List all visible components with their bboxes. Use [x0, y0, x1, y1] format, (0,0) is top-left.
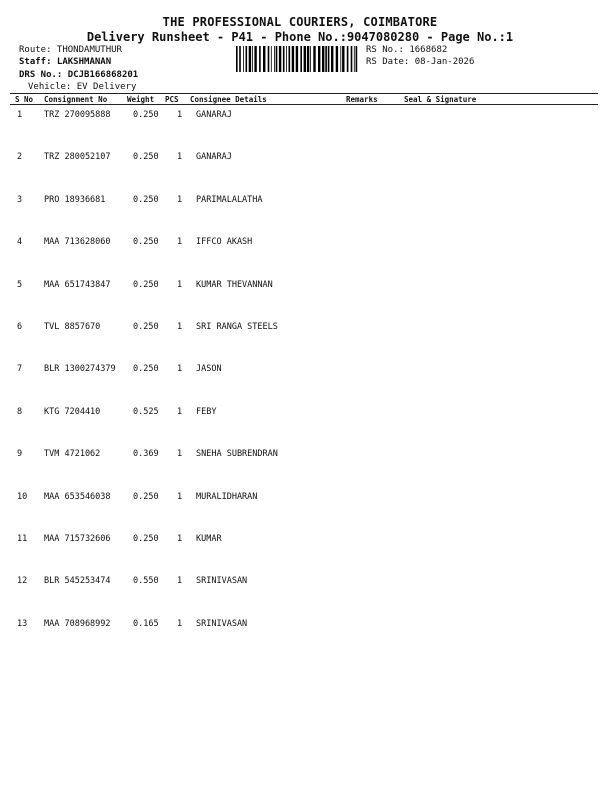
cell-sno: 11 [17, 534, 28, 544]
cell-sno: 13 [17, 618, 28, 629]
cell-consignee: IFFCO AKASH [196, 237, 253, 248]
cell-sno: 1 [17, 110, 23, 120]
cell-pcs: 1 [177, 322, 183, 332]
cell-sno: 3 [17, 194, 23, 205]
cell-sno: 8 [17, 406, 23, 417]
header-bottom-rule [10, 104, 598, 105]
cell-consignee: MURALIDHARAN [196, 491, 258, 502]
cell-pcs: 1 [177, 534, 183, 544]
cell-weight: 0.250 [133, 322, 159, 332]
col-consignment: Consignment No [44, 95, 108, 104]
cell-sno: 9 [17, 449, 23, 460]
cell-consignment: BLR 1300274379 [44, 364, 116, 375]
cell-pcs: 1 [177, 618, 183, 629]
cell-weight: 0.250 [133, 110, 159, 120]
cell-consignee: KUMAR [196, 534, 222, 544]
runsheet-title: Delivery Runsheet - P41 - Phone No.:9047080280 - Page No.:1 [86, 30, 514, 44]
route-label: Route: THONDAMUTHUR [19, 45, 122, 55]
cell-consignee: FEBY [196, 406, 217, 417]
cell-consignee: GANARAJ [196, 152, 232, 163]
cell-pcs: 1 [177, 194, 183, 205]
barcode-icon [235, 46, 360, 72]
drs-number: DRS No.: DCJB166868201 [19, 70, 139, 80]
cell-weight: 0.250 [133, 364, 159, 375]
cell-pcs: 1 [177, 406, 183, 417]
cell-weight: 0.250 [133, 534, 159, 544]
cell-weight: 0.165 [133, 618, 159, 629]
cell-consignment: MAA 713628060 [44, 237, 111, 248]
cell-sno: 6 [17, 322, 23, 332]
cell-weight: 0.369 [133, 449, 159, 460]
cell-weight: 0.250 [133, 491, 159, 502]
cell-weight: 0.250 [133, 194, 159, 205]
cell-consignment: PRO 18936681 [44, 194, 106, 205]
cell-weight: 0.250 [133, 279, 159, 290]
cell-pcs: 1 [177, 449, 183, 460]
cell-weight: 0.525 [133, 406, 159, 417]
cell-weight: 0.550 [133, 576, 159, 587]
header-top-rule [10, 93, 598, 94]
cell-consignment: BLR 545253474 [44, 576, 111, 587]
col-pcs: PCS [165, 95, 179, 104]
cell-pcs: 1 [177, 364, 183, 375]
cell-consignment: MAA 651743847 [44, 279, 111, 290]
cell-sno: 4 [17, 237, 23, 248]
cell-consignee: JASON [196, 364, 222, 375]
col-sno: S No [15, 95, 34, 104]
cell-consignment: MAA 708968992 [44, 618, 111, 629]
cell-pcs: 1 [177, 491, 183, 502]
cell-sno: 5 [17, 279, 23, 290]
rs-date: RS Date: 08-Jan-2026 [366, 57, 475, 67]
cell-pcs: 1 [177, 152, 183, 163]
vehicle-label: Vehicle: EV Delivery [28, 82, 137, 92]
cell-consignee: GANARAJ [196, 110, 232, 120]
col-remarks: Remarks [346, 95, 378, 104]
cell-consignment: TVL 8857670 [44, 322, 101, 332]
cell-consignee: SRINIVASAN [196, 618, 248, 629]
rs-number: RS No.: 1668682 [366, 45, 448, 55]
cell-sno: 12 [17, 576, 28, 587]
cell-pcs: 1 [177, 110, 183, 120]
col-seal: Seal & Signature [404, 95, 477, 104]
cell-consignment: TVM 4721062 [44, 449, 101, 460]
cell-consignment: MAA 715732606 [44, 534, 111, 544]
cell-consignment: TRZ 270095888 [44, 110, 111, 120]
cell-consignment: MAA 653546038 [44, 491, 111, 502]
company-name: THE PROFESSIONAL COURIERS, COIMBATORE [162, 15, 438, 29]
col-consignee: Consignee Details [190, 95, 267, 104]
cell-weight: 0.250 [133, 152, 159, 163]
cell-sno: 7 [17, 364, 23, 375]
cell-consignee: SNEHA SUBRENDRAN [196, 449, 278, 460]
cell-pcs: 1 [177, 237, 183, 248]
cell-pcs: 1 [177, 279, 183, 290]
col-weight: Weight [127, 95, 155, 104]
staff-label: Staff: LAKSHMANAN [19, 57, 112, 67]
cell-sno: 10 [17, 491, 28, 502]
cell-pcs: 1 [177, 576, 183, 587]
cell-weight: 0.250 [133, 237, 159, 248]
cell-consignee: KUMAR THEVANNAN [196, 279, 273, 290]
cell-sno: 2 [17, 152, 23, 163]
cell-consignment: TRZ 280052107 [44, 152, 111, 163]
cell-consignee: SRI RANGA STEELS [196, 322, 278, 332]
cell-consignment: KTG 7204410 [44, 406, 101, 417]
cell-consignee: SRINIVASAN [196, 576, 248, 587]
cell-consignee: PARIMALALATHA [196, 194, 263, 205]
